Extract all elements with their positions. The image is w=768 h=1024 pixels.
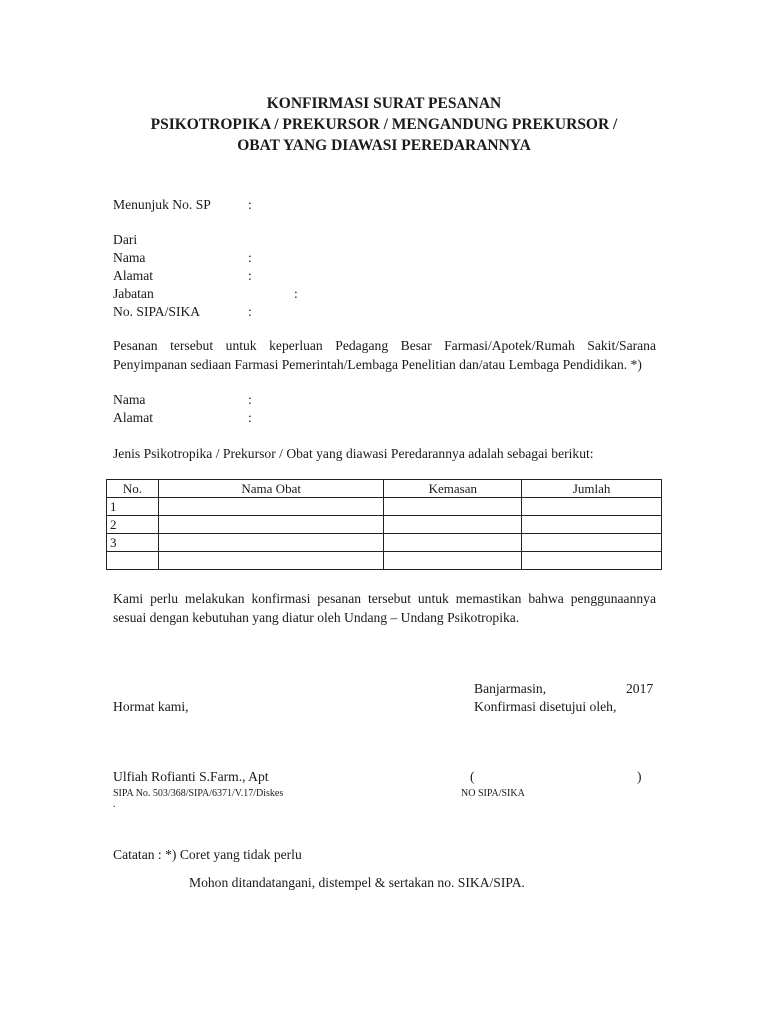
table-cell-nama-obat bbox=[158, 552, 384, 570]
table-cell-kemasan bbox=[384, 534, 522, 552]
table-cell-jumlah bbox=[522, 516, 662, 534]
table-cell-nama-obat bbox=[158, 516, 384, 534]
dari-alamat-colon: : bbox=[248, 268, 252, 283]
menunjuk-sp-colon: : bbox=[248, 197, 252, 212]
dari-alamat-label: Alamat bbox=[113, 268, 154, 283]
table-cell-kemasan bbox=[384, 552, 522, 570]
approver-close-paren: ) bbox=[637, 769, 642, 784]
jabatan-label: Jabatan bbox=[113, 286, 154, 301]
document-title-line-1: KONFIRMASI SURAT PESANAN bbox=[266, 95, 502, 112]
document-title-line-3: OBAT YANG DIAWASI PEREDARANNYA bbox=[237, 137, 531, 154]
hormat-kami-label: Hormat kami, bbox=[113, 699, 189, 714]
header-nama-obat: Nama Obat bbox=[158, 480, 384, 498]
table-row bbox=[107, 552, 662, 570]
disetujui-label: Konfirmasi disetujui oleh, bbox=[474, 699, 617, 714]
table-cell-jumlah bbox=[522, 552, 662, 570]
table-cell-jumlah bbox=[522, 534, 662, 552]
dari-label: Dari bbox=[113, 232, 138, 247]
table-header-row bbox=[107, 480, 662, 498]
table-cell-nama-obat bbox=[158, 498, 384, 516]
table-row bbox=[107, 534, 662, 552]
table-cell-no: 3 bbox=[107, 534, 159, 552]
table-cell-jumlah bbox=[522, 498, 662, 516]
table-row bbox=[107, 498, 662, 516]
mohon-note: Mohon ditandatangani, distempel & sertakan no. SIKA/SIPA. bbox=[189, 875, 525, 890]
year-label: 2017 bbox=[626, 681, 654, 696]
approver-open-paren: ( bbox=[470, 769, 475, 784]
table-row bbox=[107, 516, 662, 534]
konfirmasi-paragraph: Kami perlu melakukan konfirmasi pesanan tersebut untuk memastikan bahwa penggunaannya sesuai dengan kebutuhan yang diatur oleh Undang – Undang Psikotropika. bbox=[113, 591, 656, 625]
tujuan-alamat-label: Alamat bbox=[113, 410, 154, 425]
city-label: Banjarmasin, bbox=[474, 681, 547, 696]
sipa-sika-label: No. SIPA/SIKA bbox=[113, 304, 201, 319]
pesanan-paragraph: Pesanan tersebut untuk keperluan Pedagang Besar Farmasi/Apotek/Rumah Sakit/Sarana Penyimpanan sediaan Farmasi Pemerintah/Lembaga Penelitian dan/atau Lembaga Pendidikan. *) bbox=[113, 338, 656, 372]
jabatan-colon: : bbox=[294, 286, 298, 301]
tujuan-alamat-colon: : bbox=[248, 410, 252, 425]
dari-nama-colon: : bbox=[248, 250, 252, 265]
header-no: No. bbox=[107, 480, 159, 498]
tujuan-nama-colon: : bbox=[248, 392, 252, 407]
dari-nama-label: Nama bbox=[113, 250, 146, 265]
signer-name: Ulfiah Rofianti S.Farm., Apt bbox=[113, 769, 269, 784]
tujuan-nama-label: Nama bbox=[113, 392, 146, 407]
menunjuk-sp-label: Menunjuk No. SP bbox=[113, 197, 211, 212]
header-jumlah: Jumlah bbox=[522, 480, 662, 498]
table-cell-no bbox=[107, 552, 159, 570]
document-title-line-2: PSIKOTROPIKA / PREKURSOR / MENGANDUNG PREKURSOR / bbox=[150, 116, 618, 133]
catatan-note: Catatan : *) Coret yang tidak perlu bbox=[113, 847, 302, 862]
table-cell-kemasan bbox=[384, 516, 522, 534]
table-cell-kemasan bbox=[384, 498, 522, 516]
table-cell-no: 2 bbox=[107, 516, 159, 534]
header-kemasan: Kemasan bbox=[384, 480, 522, 498]
approver-sipa-label: NO SIPA/SIKA bbox=[461, 788, 525, 799]
stray-mark: . bbox=[113, 799, 116, 810]
table-cell-nama-obat bbox=[158, 534, 384, 552]
jenis-obat-text: Jenis Psikotropika / Prekursor / Obat yang diawasi Peredarannya adalah sebagai berikut: bbox=[113, 446, 594, 461]
table-cell-no: 1 bbox=[107, 498, 159, 516]
signer-sipa-number: SIPA No. 503/368/SIPA/6371/V.17/Diskes bbox=[113, 788, 284, 799]
sipa-sika-colon: : bbox=[248, 304, 252, 319]
obat-table bbox=[106, 479, 662, 570]
